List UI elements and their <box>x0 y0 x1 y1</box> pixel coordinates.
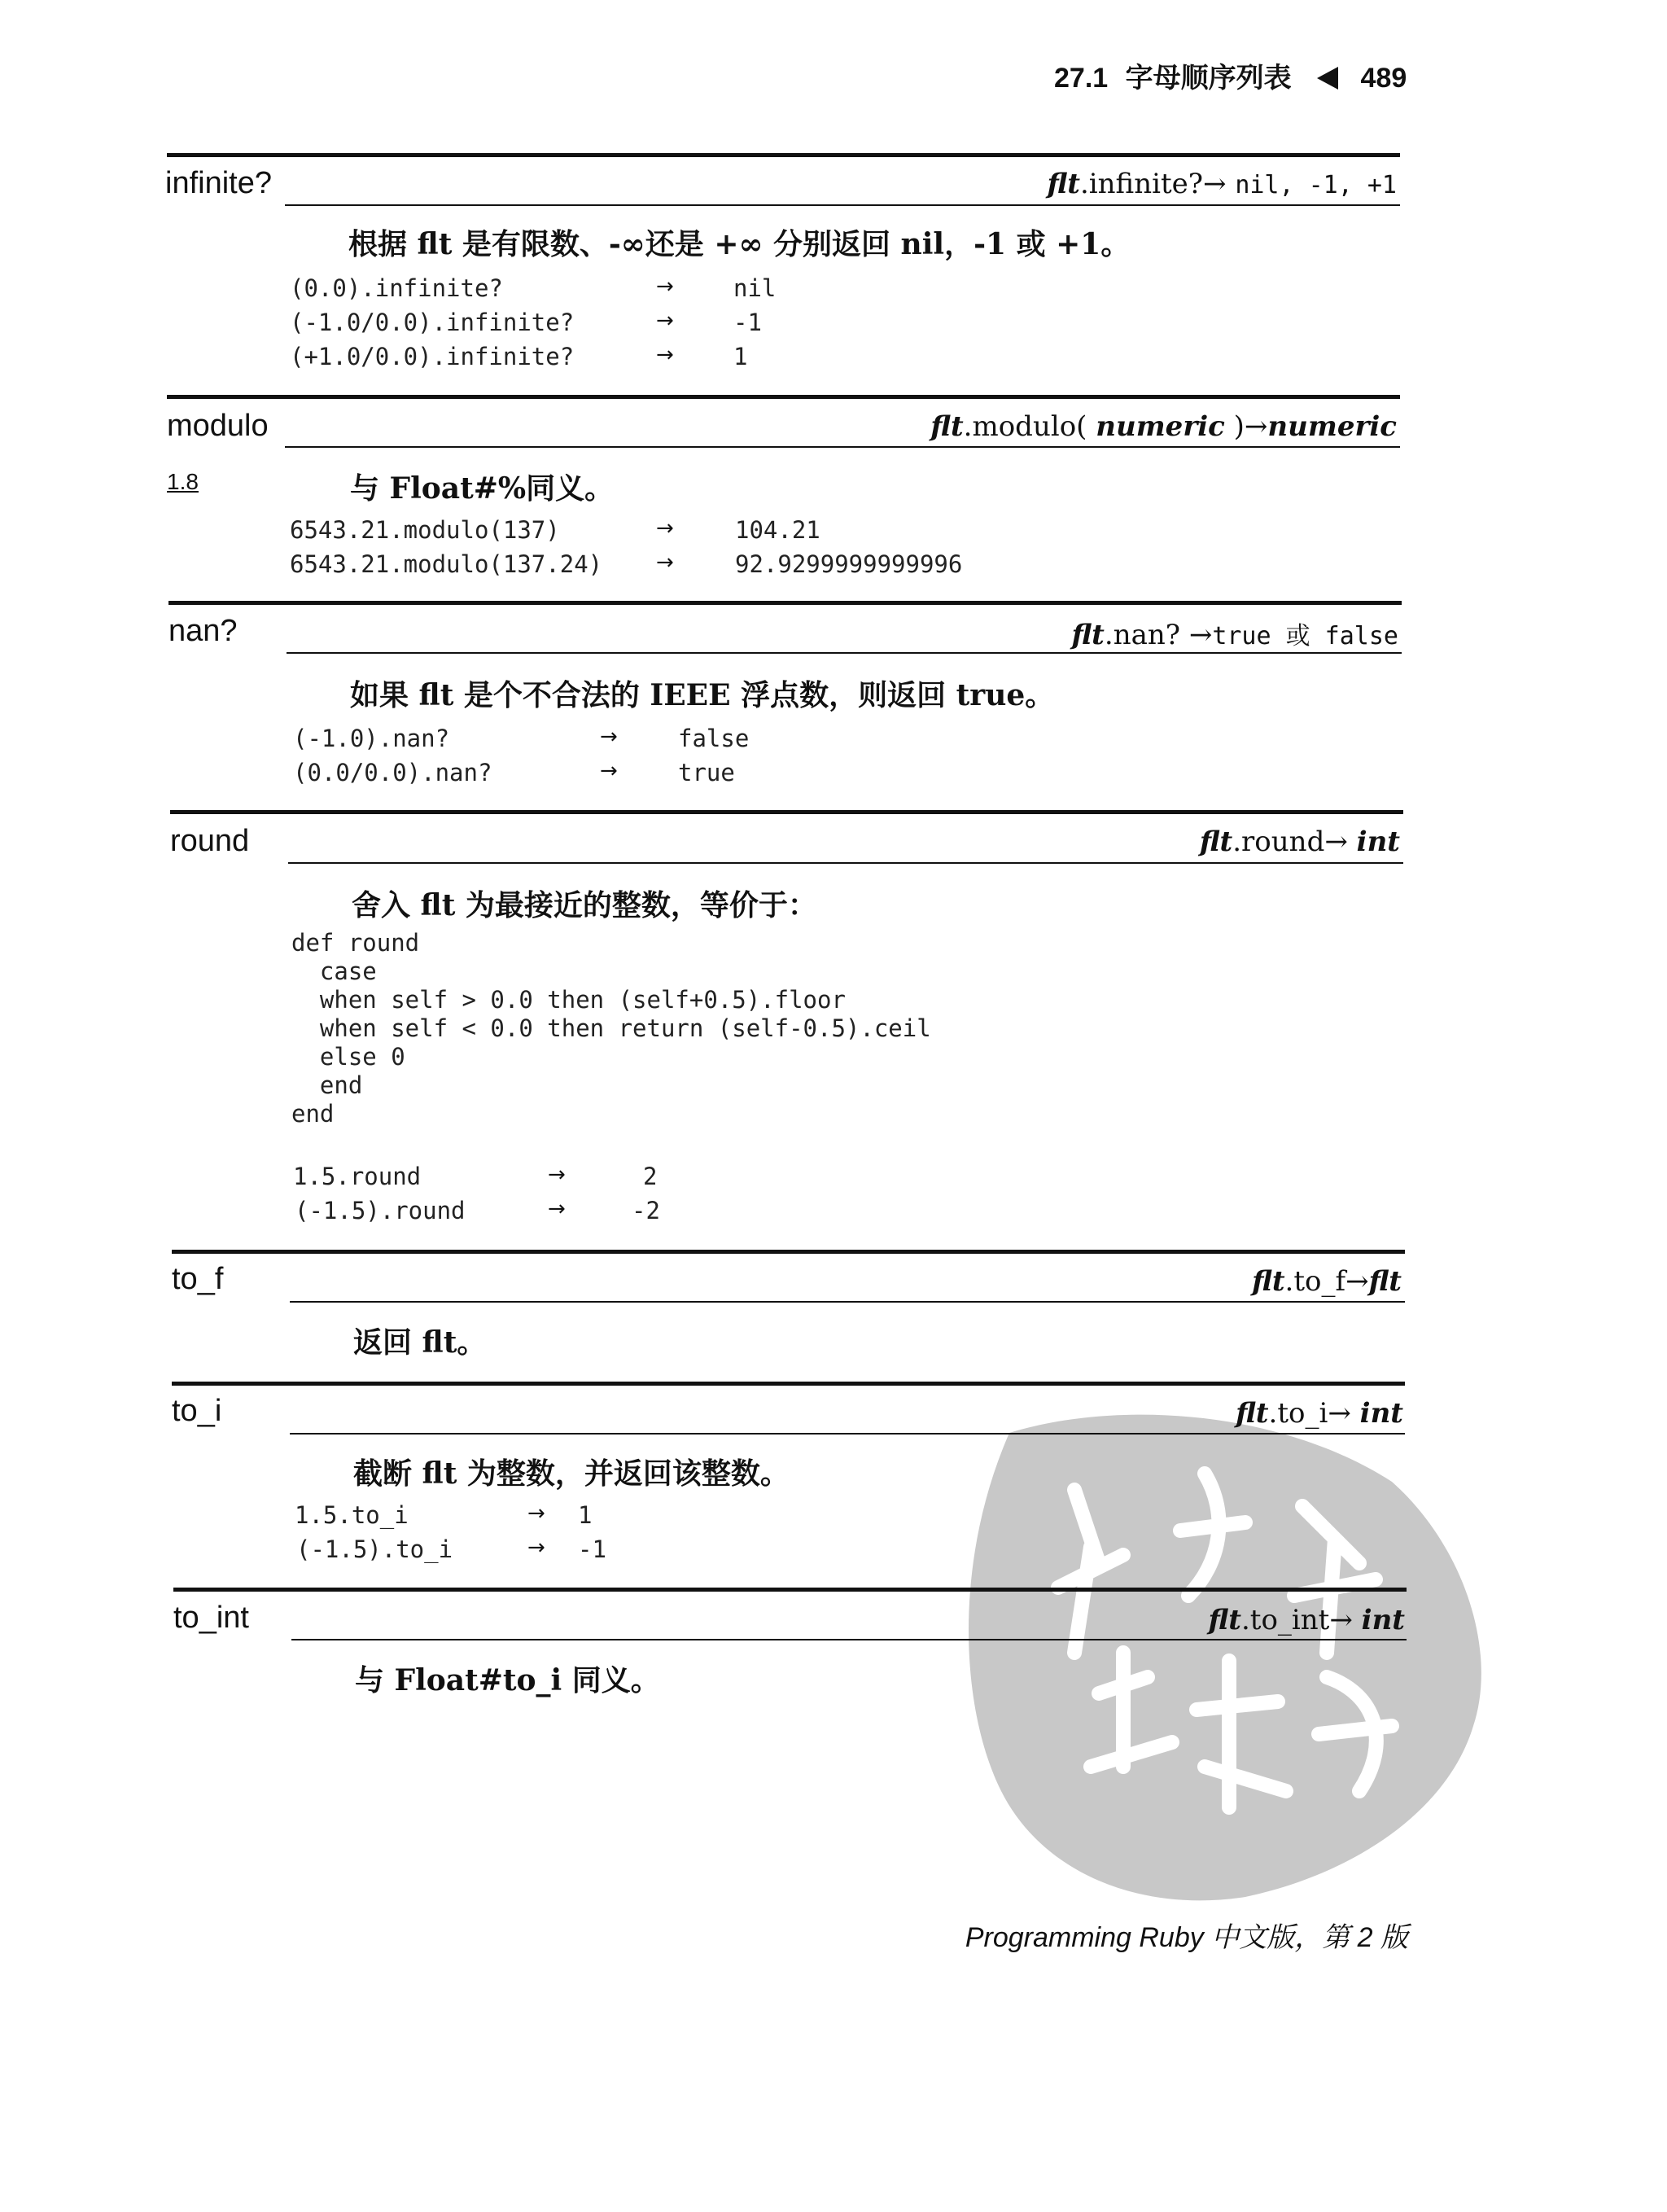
result-arrow: → <box>527 1501 545 1526</box>
section-rule <box>172 1382 1405 1386</box>
example-code: 6543.21.modulo(137) <box>290 516 560 544</box>
example-code: (-1.0/0.0).infinite? <box>290 309 575 336</box>
example-result: 92.9299999999996 <box>735 550 963 578</box>
section-number: 27.1 <box>1054 63 1109 94</box>
section-rule <box>173 1588 1407 1592</box>
running-header <box>1054 55 1461 96</box>
page-number: 489 <box>1360 63 1407 94</box>
method-name: to_int <box>173 1601 249 1635</box>
example-code: (-1.5).to_i <box>296 1535 453 1563</box>
section-rule <box>172 1250 1405 1254</box>
method-description: 如果 flt 是个不合法的 IEEE 浮点数，则返回 true。 <box>350 678 1055 712</box>
example-result: -2 <box>632 1197 660 1224</box>
example-code: (0.0/0.0).nan? <box>293 759 492 786</box>
method-name: to_f <box>172 1262 224 1296</box>
result-arrow: → <box>656 274 674 299</box>
method-name: to_i <box>172 1394 222 1428</box>
example-result: nil <box>733 274 777 302</box>
method-name: infinite? <box>165 166 272 200</box>
code-block: def round case when self > 0.0 then (self+0.5).floor when self < 0.0 then return (self-0.5).ceil else 0 end end <box>291 929 931 1128</box>
example-result: -1 <box>733 309 762 336</box>
method-signature: flt.to_i→ int <box>1236 1397 1403 1430</box>
example-code: (-1.5).round <box>295 1197 466 1224</box>
result-arrow: → <box>656 516 674 541</box>
example-result: false <box>678 725 750 752</box>
example-code: 1.5.round <box>293 1163 422 1190</box>
method-description: 与 Float#%同义。 <box>350 471 615 506</box>
result-arrow: → <box>548 1163 566 1187</box>
method-signature: flt.nan? →true 或 false <box>1071 619 1398 651</box>
result-arrow: → <box>600 725 618 749</box>
section-title: 字母顺序列表 <box>1125 63 1292 94</box>
method-signature: flt.infinite?→ nil, -1, +1 <box>1047 168 1397 200</box>
example-result: 1 <box>733 343 748 370</box>
example-code: (+1.0/0.0).infinite? <box>290 343 575 370</box>
result-arrow: → <box>656 550 674 575</box>
result-arrow: → <box>527 1535 545 1560</box>
example-code: 6543.21.modulo(137.24) <box>290 550 603 578</box>
example-result: 2 <box>643 1163 658 1190</box>
example-result: true <box>678 759 735 786</box>
method-signature: flt.to_f→flt <box>1252 1265 1402 1298</box>
method-description: 截断 flt 为整数，并返回该整数。 <box>353 1456 790 1491</box>
version-tag: 1.8 <box>167 469 199 494</box>
book-footer: Programming Ruby 中文版，第 2 版 <box>965 1922 1408 1953</box>
method-name: modulo <box>167 409 269 443</box>
result-arrow: → <box>548 1197 566 1221</box>
method-name: round <box>170 824 250 858</box>
method-signature: flt.to_int→ int <box>1208 1604 1405 1636</box>
section-rule <box>167 153 1400 157</box>
signature-rule <box>285 204 1400 206</box>
method-name: nan? <box>168 614 238 648</box>
method-description: 返回 flt。 <box>353 1325 487 1360</box>
method-signature: flt.round→ int <box>1199 826 1400 858</box>
method-description: 舍入 flt 为最接近的整数，等价于： <box>352 888 817 922</box>
example-result: 104.21 <box>735 516 820 544</box>
example-result: -1 <box>578 1535 606 1563</box>
signature-rule <box>285 446 1400 448</box>
signature-rule <box>288 862 1403 864</box>
method-description: 与 Float#to_i 同义。 <box>355 1663 660 1697</box>
example-code: 1.5.to_i <box>295 1501 409 1529</box>
section-rule <box>170 810 1403 814</box>
example-code: (0.0).infinite? <box>290 274 503 302</box>
seal-watermark <box>936 1384 1498 1905</box>
signature-rule <box>291 1639 1407 1640</box>
signature-rule <box>290 1301 1405 1303</box>
method-description: 根据 flt 是有限数、-∞还是 +∞ 分别返回 nil，-1 或 +1。 <box>348 227 1131 261</box>
result-arrow: → <box>656 309 674 333</box>
section-rule <box>168 601 1402 605</box>
signature-rule <box>290 1433 1405 1435</box>
section-rule <box>167 395 1400 399</box>
result-arrow: → <box>656 343 674 367</box>
example-code: (-1.0).nan? <box>293 725 450 752</box>
signature-rule <box>287 652 1402 654</box>
result-arrow: → <box>600 759 618 783</box>
example-result: 1 <box>578 1501 593 1529</box>
triangle-left-icon <box>1317 67 1338 90</box>
method-signature: flt.modulo( numeric )→numeric <box>930 410 1397 443</box>
